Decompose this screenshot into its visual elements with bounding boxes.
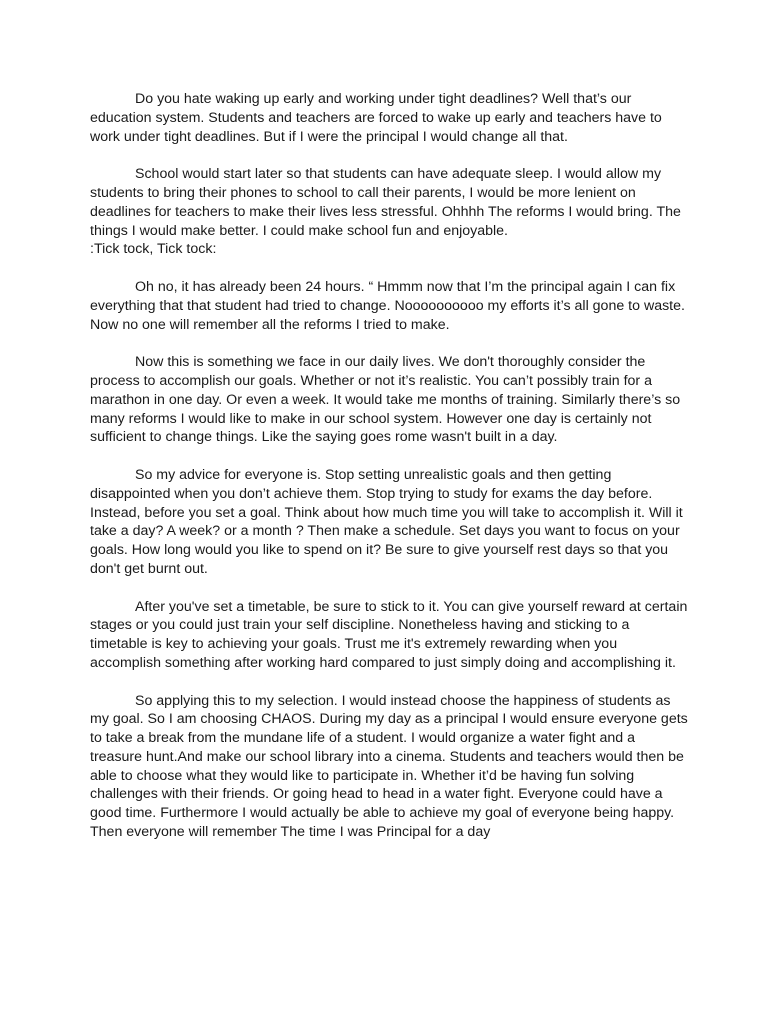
paragraph-timetable: After you've set a timetable, be sure to stick to it. You can give yourself reward at certain stages or you could just train your self discipline. Nonetheless having and sticking to a timetable is key to achieving your goals. Trust me it's extremely rewarding when you accomplish something after working hard compared to just simply doing and accomplishing it. — [90, 598, 688, 671]
document-body — [90, 90, 690, 861]
paragraph-reforms: School would start later so that students can have adequate sleep. I would allow my students to bring their phones to school to call their parents, I would be more lenient on deadlines for teachers to make their lives less stressful. Ohhhh The reforms I would bring. The things I would make better. I could make school fun and enjoyable. — [90, 166, 681, 239]
paragraph-intro: Do you hate waking up early and working under tight deadlines? Well that’s our education system. Students and teachers are forced to wake up early and teachers have to work under tight deadlines. But if I were the principal I would change all that. — [90, 91, 662, 145]
paragraph-24-hours: Oh no, it has already been 24 hours. “ Hmmm now that I’m the principal again I can fix everything that that student had tried to change. Noooooooooo my efforts it’s all gone to waste. Now no one will remember all the reforms I tried to make. — [90, 278, 685, 333]
paragraph-advice: So my advice for everyone is. Stop setting unrealistic goals and then getting disappointed when you don’t achieve them. Stop trying to study for exams the day before. Instead, before you set a goal. Think about how much time you will take to accomplish it. Will it take a day? A week? or a month ? Then make a schedule. Set days you want to focus on your goals. How long would you like to spend on it? Be sure to give yourself rest days so that you don't get burnt out. — [90, 466, 683, 577]
paragraph-tick-tock: :Tick tock, Tick tock: — [90, 241, 217, 258]
paragraph-conclusion: So applying this to my selection. I would instead choose the happiness of students as my goal. So I am choosing CHAOS. During my day as a principal I would ensure everyone gets to take a break from the mundane life of a student. I would organize a water fight and a treasure hunt.And make our school library into a cinema. Students and teachers would then be able to choose what they would like to participate in. Whether it’d be having fun solving challenges with their friends. Or going head to head in a water fight. Everyone could have a good time. Furthermore I would actually be able to achieve my goal of everyone being happy. Then everyone will remember The time I was Principal for a day — [90, 692, 688, 841]
paragraph-daily-lives: Now this is something we face in our daily lives. We don't thoroughly consider the process to accomplish our goals. Whether or not it’s realistic. You can’t possibly train for a marathon in one day. Or even a week. It would take me months of training. Similarly there’s so many reforms I would like to make in our school system. However one day is certainly not sufficient to change things. Like the saying goes rome wasn't built in a day. — [90, 354, 681, 446]
